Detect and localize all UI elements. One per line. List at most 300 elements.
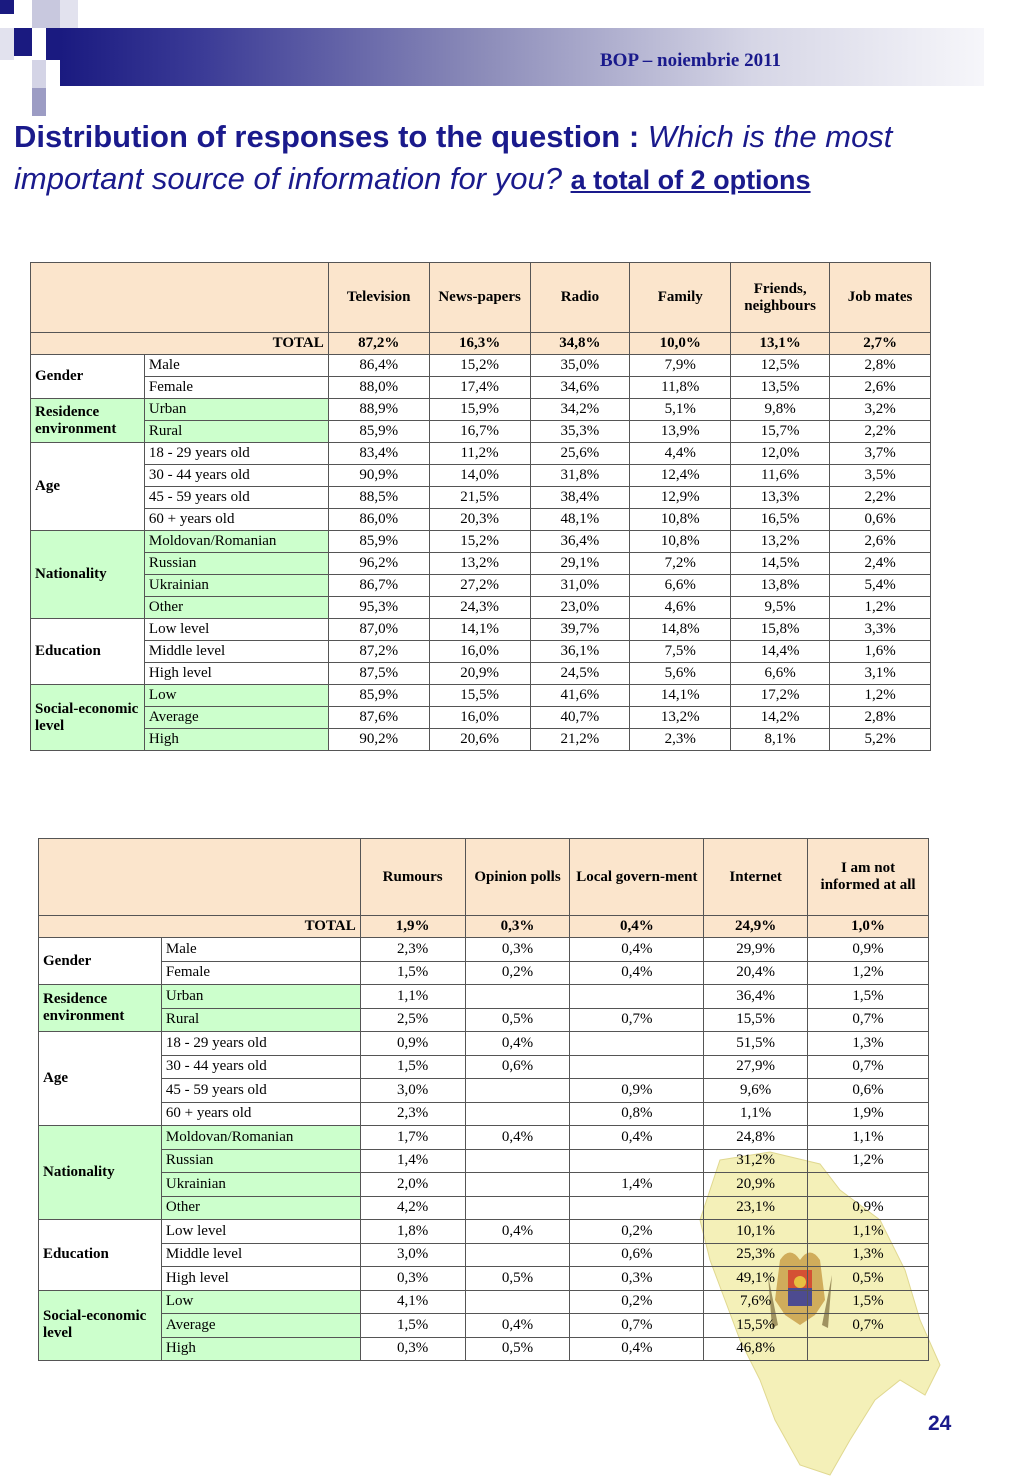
column-header: Television	[328, 263, 429, 333]
value-cell: 39,7%	[530, 619, 630, 641]
decor-square	[14, 28, 32, 56]
value-cell: 15,5%	[704, 1314, 808, 1338]
value-cell: 90,2%	[328, 729, 429, 751]
table-row	[31, 421, 931, 443]
value-cell: 1,3%	[808, 1243, 929, 1267]
column-header: News-papers	[429, 263, 530, 333]
title-bold: Distribution of responses to the question :	[14, 119, 648, 154]
segment-label: Residence environment	[31, 399, 145, 443]
value-cell: 1,7%	[360, 1126, 465, 1150]
value-cell: 20,3%	[429, 509, 530, 531]
value-cell: 0,7%	[570, 1314, 704, 1338]
header-row	[31, 263, 931, 333]
segment-label: Social-economic level	[31, 685, 145, 751]
value-cell: 2,8%	[830, 707, 931, 729]
value-cell: 1,5%	[808, 985, 929, 1009]
value-cell: 9,8%	[731, 399, 830, 421]
value-cell: 0,4%	[465, 1314, 570, 1338]
value-cell: 85,9%	[328, 685, 429, 707]
value-cell: 10,1%	[704, 1220, 808, 1244]
value-cell: 1,5%	[360, 1055, 465, 1079]
value-cell: 14,0%	[429, 465, 530, 487]
table-row	[39, 1173, 929, 1197]
value-cell: 1,2%	[830, 685, 931, 707]
value-cell: 15,7%	[731, 421, 830, 443]
value-cell: 51,5%	[704, 1032, 808, 1056]
table-row	[39, 1055, 929, 1079]
value-cell	[570, 1196, 704, 1220]
table-row	[39, 961, 929, 985]
table-row	[39, 1126, 929, 1150]
value-cell: 48,1%	[530, 509, 630, 531]
value-cell: 1,8%	[360, 1220, 465, 1244]
value-cell	[570, 1055, 704, 1079]
value-cell: 95,3%	[328, 597, 429, 619]
value-cell: 16,7%	[429, 421, 530, 443]
segment-label: Age	[39, 1032, 162, 1126]
value-cell: 1,3%	[808, 1032, 929, 1056]
value-cell: 7,5%	[630, 641, 731, 663]
value-cell: 88,9%	[328, 399, 429, 421]
total-value: 2,7%	[830, 333, 931, 355]
value-cell: 2,2%	[830, 487, 931, 509]
table-row	[39, 1243, 929, 1267]
subgroup-label: Urban	[161, 985, 360, 1009]
value-cell: 13,2%	[731, 531, 830, 553]
subgroup-label: Average	[144, 707, 328, 729]
value-cell: 1,1%	[808, 1126, 929, 1150]
total-value: 10,0%	[630, 333, 731, 355]
value-cell: 24,5%	[530, 663, 630, 685]
table-row	[39, 1220, 929, 1244]
value-cell: 15,5%	[429, 685, 530, 707]
segment-label: Education	[39, 1220, 162, 1291]
value-cell: 35,3%	[530, 421, 630, 443]
value-cell: 15,2%	[429, 355, 530, 377]
value-cell: 0,5%	[465, 1267, 570, 1291]
value-cell: 6,6%	[630, 575, 731, 597]
subgroup-label: Average	[161, 1314, 360, 1338]
subgroup-label: Female	[161, 961, 360, 985]
value-cell: 35,0%	[530, 355, 630, 377]
table-row	[39, 1149, 929, 1173]
value-cell: 20,6%	[429, 729, 530, 751]
subgroup-label: Low	[161, 1290, 360, 1314]
subgroup-label: Female	[144, 377, 328, 399]
segment-label: Gender	[31, 355, 145, 399]
subgroup-label: Male	[161, 938, 360, 962]
value-cell: 0,7%	[570, 1008, 704, 1032]
table-row	[31, 619, 931, 641]
value-cell: 3,0%	[360, 1079, 465, 1103]
value-cell: 36,4%	[704, 985, 808, 1009]
total-value: 16,3%	[429, 333, 530, 355]
subgroup-label: Low level	[144, 619, 328, 641]
value-cell: 14,2%	[731, 707, 830, 729]
subgroup-label: Moldovan/Romanian	[161, 1126, 360, 1150]
value-cell	[465, 1173, 570, 1197]
value-cell: 13,2%	[630, 707, 731, 729]
value-cell: 20,9%	[429, 663, 530, 685]
value-cell: 0,5%	[465, 1337, 570, 1361]
value-cell: 14,4%	[731, 641, 830, 663]
subgroup-label: 45 - 59 years old	[144, 487, 328, 509]
header-label: BOP – noiembrie 2011	[600, 50, 782, 71]
value-cell: 16,5%	[731, 509, 830, 531]
value-cell: 9,6%	[704, 1079, 808, 1103]
value-cell: 0,9%	[808, 938, 929, 962]
value-cell: 1,2%	[830, 597, 931, 619]
value-cell: 5,2%	[830, 729, 931, 751]
subgroup-label: Other	[144, 597, 328, 619]
total-value: 34,8%	[530, 333, 630, 355]
subgroup-label: Moldovan/Romanian	[144, 531, 328, 553]
table-row	[31, 377, 931, 399]
value-cell: 14,1%	[429, 619, 530, 641]
subgroup-label: Other	[161, 1196, 360, 1220]
table-row	[39, 1079, 929, 1103]
table-row	[31, 553, 931, 575]
value-cell: 4,1%	[360, 1290, 465, 1314]
value-cell: 0,6%	[830, 509, 931, 531]
value-cell: 9,5%	[731, 597, 830, 619]
table-row	[31, 531, 931, 553]
page-number: 24	[928, 1412, 952, 1435]
total-value: 1,9%	[360, 916, 465, 938]
total-value: 0,3%	[465, 916, 570, 938]
value-cell: 3,3%	[830, 619, 931, 641]
value-cell: 1,1%	[808, 1220, 929, 1244]
subgroup-label: Ukrainian	[144, 575, 328, 597]
value-cell: 21,2%	[530, 729, 630, 751]
value-cell: 87,2%	[328, 641, 429, 663]
value-cell: 88,0%	[328, 377, 429, 399]
subgroup-label: Russian	[161, 1149, 360, 1173]
segment-label: Social-economic level	[39, 1290, 162, 1361]
value-cell: 17,2%	[731, 685, 830, 707]
value-cell: 13,3%	[731, 487, 830, 509]
value-cell: 31,0%	[530, 575, 630, 597]
subgroup-label: High level	[161, 1267, 360, 1291]
value-cell: 0,4%	[570, 938, 704, 962]
value-cell: 2,3%	[360, 938, 465, 962]
value-cell: 0,6%	[465, 1055, 570, 1079]
table-row	[31, 663, 931, 685]
value-cell: 0,6%	[570, 1243, 704, 1267]
value-cell: 4,6%	[630, 597, 731, 619]
value-cell: 0,3%	[360, 1337, 465, 1361]
value-cell: 0,4%	[570, 961, 704, 985]
subgroup-label: Urban	[144, 399, 328, 421]
column-header: Job mates	[830, 263, 931, 333]
value-cell: 13,9%	[630, 421, 731, 443]
value-cell: 12,4%	[630, 465, 731, 487]
table-row	[31, 399, 931, 421]
value-cell: 4,2%	[360, 1196, 465, 1220]
value-cell: 3,0%	[360, 1243, 465, 1267]
table-row	[31, 729, 931, 751]
value-cell: 0,2%	[465, 961, 570, 985]
value-cell: 12,0%	[731, 443, 830, 465]
value-cell: 88,5%	[328, 487, 429, 509]
value-cell: 85,9%	[328, 421, 429, 443]
segment-label: Education	[31, 619, 145, 685]
value-cell: 40,7%	[530, 707, 630, 729]
value-cell: 1,4%	[570, 1173, 704, 1197]
value-cell: 3,2%	[830, 399, 931, 421]
subgroup-label: Middle level	[144, 641, 328, 663]
value-cell: 6,6%	[731, 663, 830, 685]
value-cell	[808, 1173, 929, 1197]
value-cell: 3,5%	[830, 465, 931, 487]
value-cell: 31,8%	[530, 465, 630, 487]
decor-square	[46, 28, 60, 60]
table-row	[39, 1008, 929, 1032]
subgroup-label: Russian	[144, 553, 328, 575]
decor-square	[32, 0, 60, 28]
value-cell: 13,5%	[731, 377, 830, 399]
value-cell: 12,9%	[630, 487, 731, 509]
value-cell: 20,9%	[704, 1173, 808, 1197]
segment-label: Nationality	[39, 1126, 162, 1220]
value-cell: 36,1%	[530, 641, 630, 663]
value-cell: 1,1%	[360, 985, 465, 1009]
value-cell: 87,5%	[328, 663, 429, 685]
table-row	[31, 487, 931, 509]
total-label: TOTAL	[31, 333, 329, 355]
value-cell: 14,5%	[731, 553, 830, 575]
value-cell: 7,6%	[704, 1290, 808, 1314]
value-cell: 86,4%	[328, 355, 429, 377]
total-value: 13,1%	[731, 333, 830, 355]
header-bar	[60, 28, 984, 86]
value-cell: 25,6%	[530, 443, 630, 465]
value-cell: 0,4%	[465, 1220, 570, 1244]
value-cell: 0,4%	[465, 1032, 570, 1056]
value-cell: 0,5%	[465, 1008, 570, 1032]
value-cell: 46,8%	[704, 1337, 808, 1361]
value-cell: 5,6%	[630, 663, 731, 685]
total-row	[39, 916, 929, 938]
value-cell	[465, 1196, 570, 1220]
value-cell: 29,1%	[530, 553, 630, 575]
value-cell: 15,2%	[429, 531, 530, 553]
value-cell: 12,5%	[731, 355, 830, 377]
total-value: 0,4%	[570, 916, 704, 938]
decor-square	[0, 28, 14, 60]
column-header: Rumours	[360, 839, 465, 916]
value-cell: 14,1%	[630, 685, 731, 707]
subgroup-label: High	[144, 729, 328, 751]
value-cell: 21,5%	[429, 487, 530, 509]
value-cell: 0,4%	[570, 1126, 704, 1150]
table-row	[31, 509, 931, 531]
value-cell: 2,5%	[360, 1008, 465, 1032]
subgroup-label: Middle level	[161, 1243, 360, 1267]
value-cell: 1,2%	[808, 961, 929, 985]
column-header: Friends, neighbours	[731, 263, 830, 333]
table-row	[31, 707, 931, 729]
total-value: 87,2%	[328, 333, 429, 355]
value-cell: 13,2%	[429, 553, 530, 575]
title-italic: Which is the most important source of information for you?	[14, 119, 893, 196]
page-title	[14, 116, 1004, 201]
value-cell: 10,8%	[630, 531, 731, 553]
value-cell: 1,1%	[704, 1102, 808, 1126]
value-cell: 25,3%	[704, 1243, 808, 1267]
decor-square	[32, 60, 46, 88]
value-cell: 4,4%	[630, 443, 731, 465]
value-cell: 24,8%	[704, 1126, 808, 1150]
value-cell: 7,9%	[630, 355, 731, 377]
value-cell: 0,2%	[570, 1290, 704, 1314]
subgroup-label: Rural	[144, 421, 328, 443]
subgroup-label: Low level	[161, 1220, 360, 1244]
value-cell: 0,5%	[808, 1267, 929, 1291]
column-header: I am not informed at all	[808, 839, 929, 916]
sources-table-1	[30, 262, 931, 751]
subgroup-label: 45 - 59 years old	[161, 1079, 360, 1103]
value-cell: 90,9%	[328, 465, 429, 487]
decor-square	[0, 0, 14, 14]
column-header: Opinion polls	[465, 839, 570, 916]
table-row	[39, 1267, 929, 1291]
value-cell: 0,2%	[570, 1220, 704, 1244]
value-cell: 0,6%	[808, 1079, 929, 1103]
table-row	[39, 1032, 929, 1056]
value-cell: 2,6%	[830, 531, 931, 553]
header-blank-cell	[39, 839, 361, 916]
value-cell: 36,4%	[530, 531, 630, 553]
value-cell: 34,2%	[530, 399, 630, 421]
value-cell: 1,5%	[360, 1314, 465, 1338]
table-row	[31, 355, 931, 377]
value-cell: 8,1%	[731, 729, 830, 751]
value-cell: 1,2%	[808, 1149, 929, 1173]
value-cell: 27,2%	[429, 575, 530, 597]
total-row	[31, 333, 931, 355]
table-row	[39, 985, 929, 1009]
value-cell: 2,0%	[360, 1173, 465, 1197]
segment-label: Gender	[39, 938, 162, 985]
subgroup-label: Male	[144, 355, 328, 377]
value-cell: 0,8%	[570, 1102, 704, 1126]
value-cell: 13,8%	[731, 575, 830, 597]
table-row	[31, 443, 931, 465]
subgroup-label: Low	[144, 685, 328, 707]
value-cell: 0,3%	[570, 1267, 704, 1291]
value-cell: 17,4%	[429, 377, 530, 399]
value-cell	[808, 1337, 929, 1361]
value-cell: 38,4%	[530, 487, 630, 509]
table-row	[31, 465, 931, 487]
subgroup-label: Rural	[161, 1008, 360, 1032]
value-cell: 96,2%	[328, 553, 429, 575]
value-cell: 0,4%	[465, 1126, 570, 1150]
table-row	[31, 597, 931, 619]
value-cell: 83,4%	[328, 443, 429, 465]
value-cell: 0,4%	[570, 1337, 704, 1361]
subgroup-label: 18 - 29 years old	[161, 1032, 360, 1056]
value-cell: 29,9%	[704, 938, 808, 962]
value-cell	[465, 1290, 570, 1314]
subgroup-label: High	[161, 1337, 360, 1361]
value-cell: 11,8%	[630, 377, 731, 399]
decor-square	[60, 0, 78, 28]
value-cell: 1,4%	[360, 1149, 465, 1173]
column-header: Family	[630, 263, 731, 333]
table-row	[39, 1314, 929, 1338]
value-cell: 0,7%	[808, 1055, 929, 1079]
value-cell: 87,0%	[328, 619, 429, 641]
value-cell: 1,5%	[360, 961, 465, 985]
value-cell: 5,4%	[830, 575, 931, 597]
value-cell: 0,7%	[808, 1008, 929, 1032]
table-row	[39, 1290, 929, 1314]
value-cell: 11,6%	[731, 465, 830, 487]
value-cell: 0,9%	[360, 1032, 465, 1056]
value-cell: 34,6%	[530, 377, 630, 399]
value-cell: 2,6%	[830, 377, 931, 399]
value-cell: 31,2%	[704, 1149, 808, 1173]
table-row	[31, 641, 931, 663]
value-cell: 41,6%	[530, 685, 630, 707]
table-row	[39, 1337, 929, 1361]
value-cell: 15,9%	[429, 399, 530, 421]
value-cell: 7,2%	[630, 553, 731, 575]
value-cell: 86,0%	[328, 509, 429, 531]
value-cell: 1,6%	[830, 641, 931, 663]
value-cell: 0,3%	[360, 1267, 465, 1291]
value-cell: 2,8%	[830, 355, 931, 377]
value-cell: 16,0%	[429, 641, 530, 663]
value-cell: 15,8%	[731, 619, 830, 641]
table-row	[39, 1196, 929, 1220]
value-cell: 2,2%	[830, 421, 931, 443]
value-cell: 87,6%	[328, 707, 429, 729]
value-cell: 15,5%	[704, 1008, 808, 1032]
value-cell: 2,3%	[630, 729, 731, 751]
value-cell: 2,4%	[830, 553, 931, 575]
value-cell: 1,9%	[808, 1102, 929, 1126]
subgroup-label: Ukrainian	[161, 1173, 360, 1197]
subgroup-label: 30 - 44 years old	[161, 1055, 360, 1079]
value-cell: 10,8%	[630, 509, 731, 531]
value-cell: 23,1%	[704, 1196, 808, 1220]
value-cell: 3,7%	[830, 443, 931, 465]
value-cell	[465, 1149, 570, 1173]
sources-table-2	[38, 838, 929, 1361]
value-cell: 23,0%	[530, 597, 630, 619]
value-cell: 49,1%	[704, 1267, 808, 1291]
segment-label: Residence environment	[39, 985, 162, 1032]
value-cell: 1,5%	[808, 1290, 929, 1314]
column-header: Radio	[530, 263, 630, 333]
value-cell	[465, 1243, 570, 1267]
column-header: Internet	[704, 839, 808, 916]
subgroup-label: 30 - 44 years old	[144, 465, 328, 487]
value-cell: 86,7%	[328, 575, 429, 597]
table-row	[31, 685, 931, 707]
table-row	[39, 1102, 929, 1126]
value-cell: 20,4%	[704, 961, 808, 985]
value-cell: 0,9%	[570, 1079, 704, 1103]
value-cell: 85,9%	[328, 531, 429, 553]
total-value: 24,9%	[704, 916, 808, 938]
decor-square	[32, 88, 46, 116]
value-cell	[570, 985, 704, 1009]
subgroup-label: 60 + years old	[161, 1102, 360, 1126]
